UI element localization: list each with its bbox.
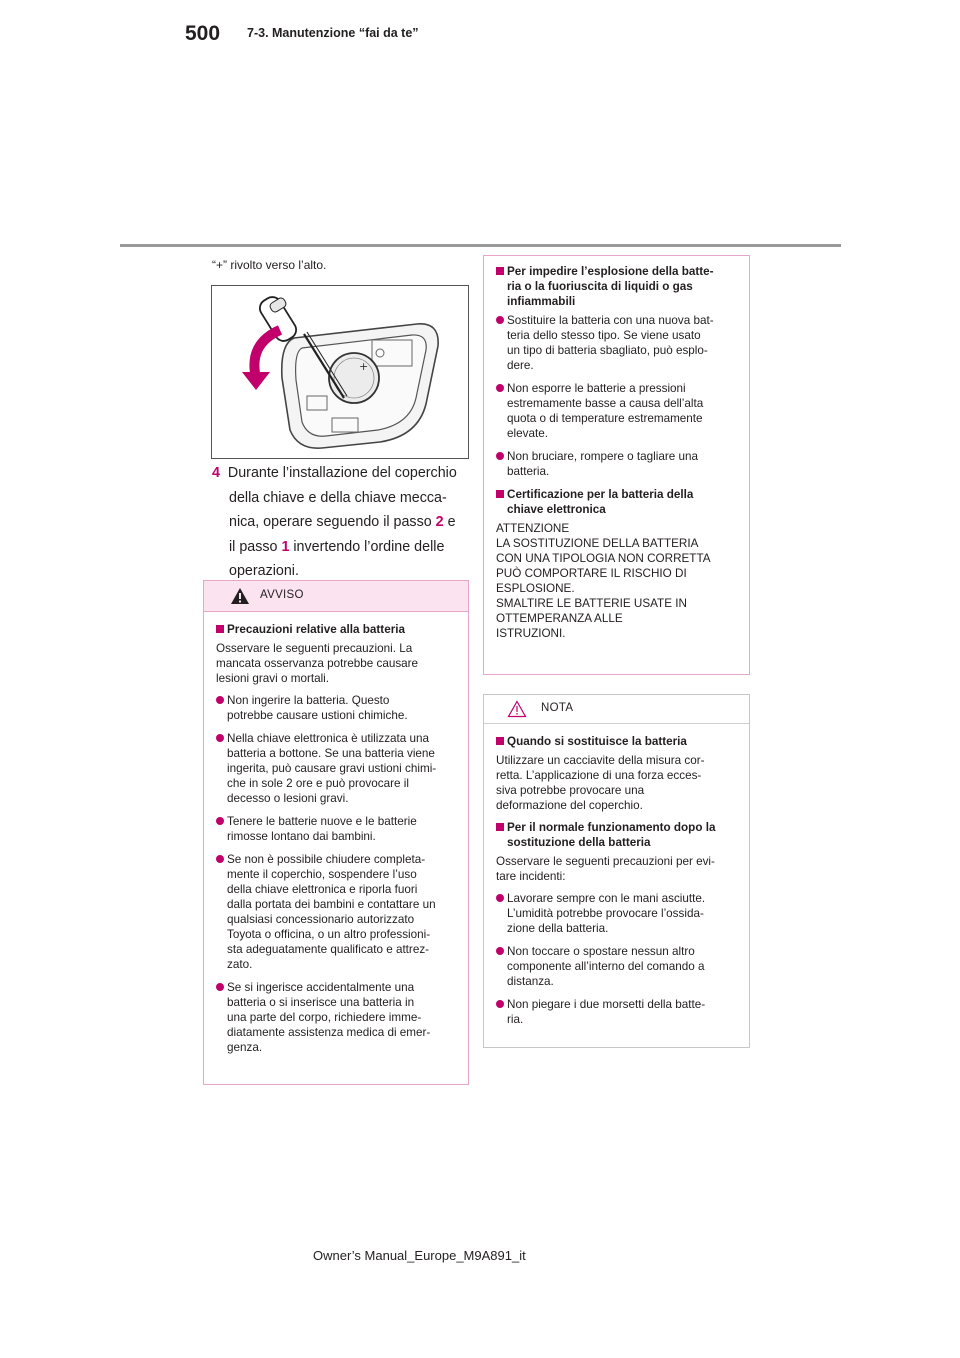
warning-bullet: Se si ingerisce accidentalmente una batteria o si inserisce una batteria in una parte del corpo, richiedere imme- diatamente assistenza medica di emer- genza. (216, 980, 460, 1055)
step-line-1: 4 Durante l’installazione del coperchio (212, 465, 457, 481)
step-line-5: operazioni. (229, 563, 299, 579)
note-heading-operation: Per il normale funzionamento dopo la sostituzione della batteria (496, 820, 741, 850)
step-line-2: della chiave e della chiave mecca- (229, 489, 447, 506)
warning-box (203, 580, 469, 1085)
step-ref-2: 2 (435, 514, 444, 530)
warning-triangle-icon (230, 587, 250, 605)
certification-caps-text: ATTENZIONE LA SOSTITUZIONE DELLA BATTERIA CON UNA TIPOLOGIA NON CORRETTA PUÒ COMPORTARE IL RISCHIO DI ESPLOSIONE. SMALTIRE LE BATTERIE USATE IN OTTEMPERANZA ALLE ISTRUZIONI. (496, 522, 711, 640)
note-bullet: Non piegare i due morsetti della batte- ria. (496, 997, 741, 1027)
note-paragraph: Osservare le seguenti precauzioni per evi- tare incidenti: (496, 855, 715, 883)
step-number: 4 (212, 465, 220, 481)
warning-continuation-box (483, 255, 750, 675)
intro-text: “+” rivolto verso l’alto. (212, 258, 327, 272)
warning-bullet: Se non è possibile chiudere completa- mente il coperchio, sospendere l’uso della chiave elettronica e riporla fuori dalla portata dei bambini e contattare un qualsiasi concessionario autorizzato Toyota o officina, o un altro professioni- sta adeguatamente qualificato e attrez- zato. (216, 852, 460, 972)
footer-text: Owner’s Manual_Europe_M9A891_it (313, 1248, 526, 1263)
battery-figure (211, 285, 469, 459)
note-bullet: Lavorare sempre con le mani asciutte. L’umidità potrebbe provocare l’ossida- zione della batteria. (496, 891, 741, 936)
warning-bullet: Tenere le batterie nuove e le batterie rimosse lontano dai bambini. (216, 814, 460, 844)
note-box (483, 694, 750, 1048)
note-bullet: Non toccare o spostare nessun altro componente all’interno del comando a distanza. (496, 944, 741, 989)
explosion-heading: Per impedire l’esplosione della batte- ria o la fuoriuscita di liquidi o gas infiammabili (496, 264, 741, 309)
warning-bullet: Nella chiave elettronica è utilizzata una batteria a bottone. Se una batteria viene ingerita, può causare gravi ustioni chimi- che in sole 2 ore e può provocare il decesso o lesioni gravi. (216, 731, 460, 806)
warning-heading: Precauzioni relative alla batteria (216, 622, 460, 637)
note-header (484, 695, 749, 724)
caution-triangle-icon (507, 700, 527, 718)
header-rule (120, 244, 841, 247)
note-label: NOTA (541, 702, 574, 714)
step-ref-1: 1 (281, 538, 290, 555)
step-line-3: nica, operare seguendo il passo 2 e (229, 514, 456, 530)
warning-label: AVVISO (260, 589, 304, 601)
battery-cover-illustration-icon (212, 286, 468, 458)
warning-bullet: Non ingerire la batteria. Questo potrebbe causare ustioni chimiche. (216, 693, 460, 723)
warning-intro: Osservare le seguenti precauzioni. La mancata osservanza potrebbe causare lesioni gravi o mortali. (216, 642, 419, 685)
section-title: 7-3. Manutenzione “fai da te” (247, 26, 419, 40)
note-paragraph: Utilizzare un cacciavite della misura cor- retta. L’applicazione di una forza ecces- siva potrebbe provocare una deformazione del coperchio. (496, 754, 705, 812)
step-4 (212, 461, 470, 584)
step-line-4: il passo 1 invertendo l’ordine delle (229, 538, 445, 555)
explosion-bullet: Sostituire la batteria con una nuova bat- teria dello stesso tipo. Se viene usato un tipo di batteria sbagliato, può esplo- dere. (496, 313, 741, 373)
certification-heading: Certificazione per la batteria della chiave elettronica (496, 487, 741, 517)
svg-text:+: + (359, 360, 369, 373)
page-number: 500 (185, 22, 221, 45)
note-heading-battery: Quando si sostituisce la batteria (496, 734, 741, 749)
warning-header (204, 581, 468, 612)
explosion-bullet: Non bruciare, rompere o tagliare una batteria. (496, 449, 741, 479)
explosion-bullet: Non esporre le batterie a pressioni estremamente basse a causa dell’alta quota o di temperature estremamente elevate. (496, 381, 741, 441)
